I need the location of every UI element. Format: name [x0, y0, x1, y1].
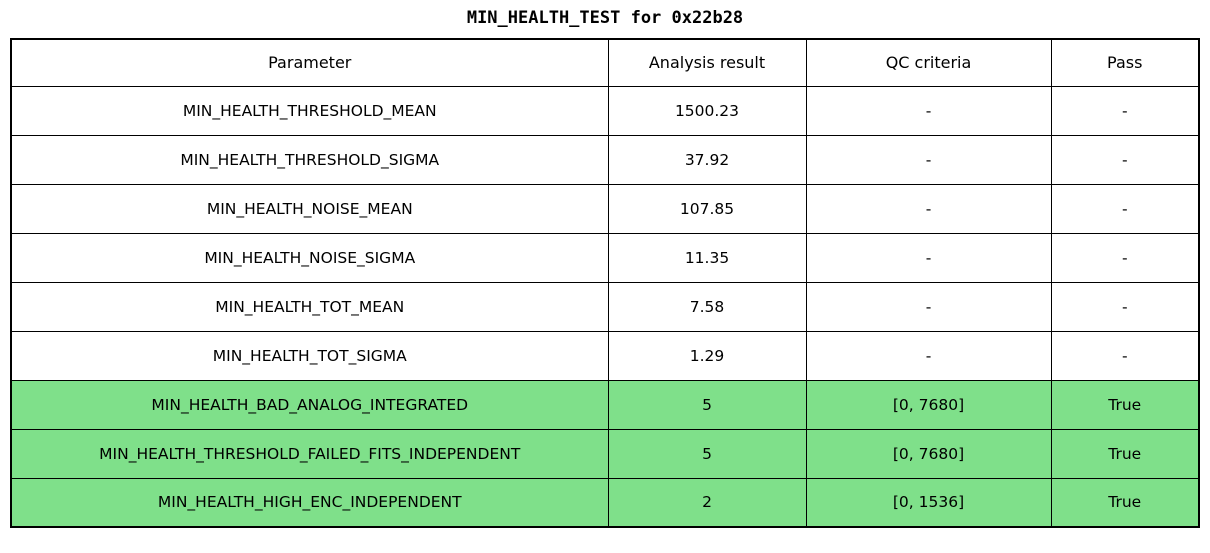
cell-qc-criteria: - — [806, 135, 1051, 184]
cell-pass: True — [1051, 478, 1199, 527]
cell-parameter: MIN_HEALTH_BAD_ANALOG_INTEGRATED — [11, 380, 608, 429]
column-header-pass: Pass — [1051, 39, 1199, 86]
table-header — [11, 39, 1199, 86]
table-row — [11, 380, 1199, 429]
table-row — [11, 233, 1199, 282]
cell-parameter: MIN_HEALTH_THRESHOLD_MEAN — [11, 86, 608, 135]
qc-results-table — [10, 38, 1200, 528]
table-row — [11, 429, 1199, 478]
table-row — [11, 331, 1199, 380]
cell-analysis-result: 107.85 — [608, 184, 806, 233]
cell-parameter: MIN_HEALTH_TOT_MEAN — [11, 282, 608, 331]
cell-analysis-result: 37.92 — [608, 135, 806, 184]
cell-pass: - — [1051, 282, 1199, 331]
cell-analysis-result: 7.58 — [608, 282, 806, 331]
cell-parameter: MIN_HEALTH_HIGH_ENC_INDEPENDENT — [11, 478, 608, 527]
cell-pass: - — [1051, 233, 1199, 282]
cell-pass: True — [1051, 380, 1199, 429]
cell-parameter: MIN_HEALTH_THRESHOLD_FAILED_FITS_INDEPENDENT — [11, 429, 608, 478]
cell-analysis-result: 5 — [608, 429, 806, 478]
cell-qc-criteria: - — [806, 184, 1051, 233]
column-header-analysis-result: Analysis result — [608, 39, 806, 86]
cell-pass: - — [1051, 331, 1199, 380]
cell-analysis-result: 5 — [608, 380, 806, 429]
column-header-parameter: Parameter — [11, 39, 608, 86]
cell-analysis-result: 1500.23 — [608, 86, 806, 135]
table-container — [0, 38, 1210, 528]
cell-parameter: MIN_HEALTH_NOISE_SIGMA — [11, 233, 608, 282]
table-header-row — [11, 39, 1199, 86]
cell-qc-criteria: - — [806, 233, 1051, 282]
page-title: MIN_HEALTH_TEST for 0x22b28 — [466, 8, 744, 28]
table-row — [11, 86, 1199, 135]
cell-qc-criteria: - — [806, 86, 1051, 135]
cell-qc-criteria: [0, 7680] — [806, 380, 1051, 429]
cell-qc-criteria: [0, 7680] — [806, 429, 1051, 478]
table-row — [11, 184, 1199, 233]
table-row — [11, 478, 1199, 527]
cell-parameter: MIN_HEALTH_THRESHOLD_SIGMA — [11, 135, 608, 184]
cell-qc-criteria: - — [806, 282, 1051, 331]
cell-parameter: MIN_HEALTH_TOT_SIGMA — [11, 331, 608, 380]
cell-qc-criteria: [0, 1536] — [806, 478, 1051, 527]
cell-pass: - — [1051, 86, 1199, 135]
cell-analysis-result: 1.29 — [608, 331, 806, 380]
table-row — [11, 135, 1199, 184]
cell-analysis-result: 11.35 — [608, 233, 806, 282]
table-row — [11, 282, 1199, 331]
cell-analysis-result: 2 — [608, 478, 806, 527]
cell-pass: - — [1051, 184, 1199, 233]
cell-parameter: MIN_HEALTH_NOISE_MEAN — [11, 184, 608, 233]
cell-pass: - — [1051, 135, 1199, 184]
column-header-qc-criteria: QC criteria — [806, 39, 1051, 86]
cell-pass: True — [1051, 429, 1199, 478]
cell-qc-criteria: - — [806, 331, 1051, 380]
table-body — [11, 86, 1199, 527]
